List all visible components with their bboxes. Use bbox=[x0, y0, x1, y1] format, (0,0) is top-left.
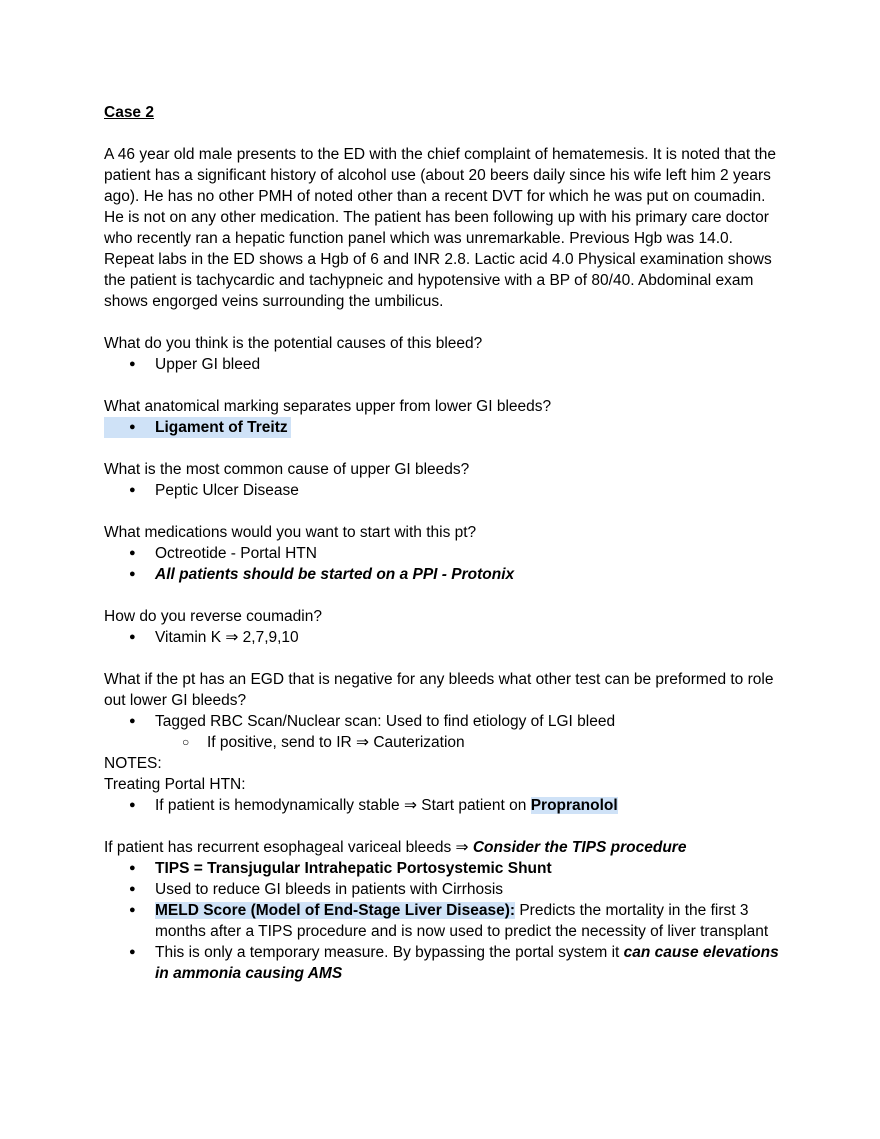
answer-list-2 bbox=[104, 417, 784, 438]
answer-list-3 bbox=[104, 480, 784, 501]
question-6: What if the pt has an EGD that is negative for any bleeds what other test can be preformed to role out lower GI bleeds? bbox=[104, 671, 774, 709]
tips-list bbox=[104, 858, 784, 984]
sub-answer-6: ○ If positive, send to IR ⇒ Cauterization bbox=[104, 732, 784, 753]
case-title: Case 2 bbox=[104, 104, 154, 121]
answer-4a: ● Octreotide - Portal HTN bbox=[104, 543, 784, 564]
meld-highlight: MELD Score (Model of End-Stage Liver Disease): bbox=[155, 902, 516, 919]
question-5: How do you reverse coumadin? bbox=[104, 608, 322, 625]
sub-answer-list-6 bbox=[155, 732, 784, 753]
notes-label: NOTES: bbox=[104, 755, 162, 772]
question-1: What do you think is the potential causes of this bleed? bbox=[104, 335, 483, 352]
answer-2-text: Ligament of Treitz bbox=[155, 419, 288, 436]
tips-item-3 bbox=[104, 900, 784, 942]
tips-item-2: ● Used to reduce GI bleeds in patients with Cirrhosis bbox=[104, 879, 784, 900]
tips-item-1-text: TIPS = Transjugular Intrahepatic Portosystemic Shunt bbox=[155, 860, 552, 877]
tips-item-3-text: Predicts the mortality in the first 3 months after a TIPS procedure and is now used to predict the necessity of liver transplant bbox=[155, 902, 769, 940]
answer-list-1 bbox=[104, 354, 784, 375]
document-content bbox=[104, 102, 784, 984]
propranolol-highlight: Propranolol bbox=[530, 797, 618, 814]
answer-list-6 bbox=[104, 711, 784, 753]
notes-heading: Treating Portal HTN: bbox=[104, 776, 246, 793]
tips-item-1 bbox=[104, 858, 784, 879]
question-4: What medications would you want to start with this pt? bbox=[104, 524, 477, 541]
question-2: What anatomical marking separates upper from lower GI bleeds? bbox=[104, 398, 552, 415]
notes-list bbox=[104, 795, 784, 816]
answer-list-5 bbox=[104, 627, 784, 648]
answer-6 bbox=[104, 711, 784, 753]
question-3: What is the most common cause of upper GI bleeds? bbox=[104, 461, 470, 478]
answer-3: ● Peptic Ulcer Disease bbox=[104, 480, 784, 501]
notes-item-text: If patient is hemodynamically stable ⇒ Start patient on bbox=[155, 797, 531, 814]
answer-1: ● Upper GI bleed bbox=[104, 354, 784, 375]
notes-item bbox=[104, 795, 784, 816]
tips-intro bbox=[104, 837, 784, 858]
tips-intro-emphasis: Consider the TIPS procedure bbox=[472, 839, 687, 856]
case-description: A 46 year old male presents to the ED with the chief complaint of hematemesis. It is noted that the patient has a significant history of alcohol use (about 20 beers daily since his wife left him 2 years ago). He has no other PMH of noted other than a recent DVT for which he was put on coumadin. He is not on any other medication. The patient has been following up with his primary care doctor who recently ran a hepatic function panel which was unremarkable. Previous Hgb was 14.0. Repeat labs in the ED shows a Hgb of 6 and INR 2.8. Lactic acid 4.0 Physical examination shows the patient is tachycardic and tachypneic and hypotensive with a BP of 80/40. Abdominal exam shows engorged veins surrounding the umbilicus. bbox=[104, 146, 777, 310]
answer-4b bbox=[104, 564, 784, 585]
answer-4b-text: All patients should be started on a PPI - Protonix bbox=[155, 566, 515, 583]
answer-2 bbox=[104, 417, 784, 438]
tips-intro-text: If patient has recurrent esophageal variceal bleeds ⇒ bbox=[104, 839, 473, 856]
tips-item-4 bbox=[104, 942, 784, 984]
answer-5: ● Vitamin K ⇒ 2,7,9,10 bbox=[104, 627, 784, 648]
answer-list-4 bbox=[104, 543, 784, 585]
answer-6-text: Tagged RBC Scan/Nuclear scan: Used to find etiology of LGI bleed bbox=[155, 713, 616, 730]
tips-item-4-text: This is only a temporary measure. By bypassing the portal system it bbox=[155, 944, 624, 961]
tips-item-4-emphasis: can cause elevations in ammonia causing AMS bbox=[155, 944, 779, 982]
